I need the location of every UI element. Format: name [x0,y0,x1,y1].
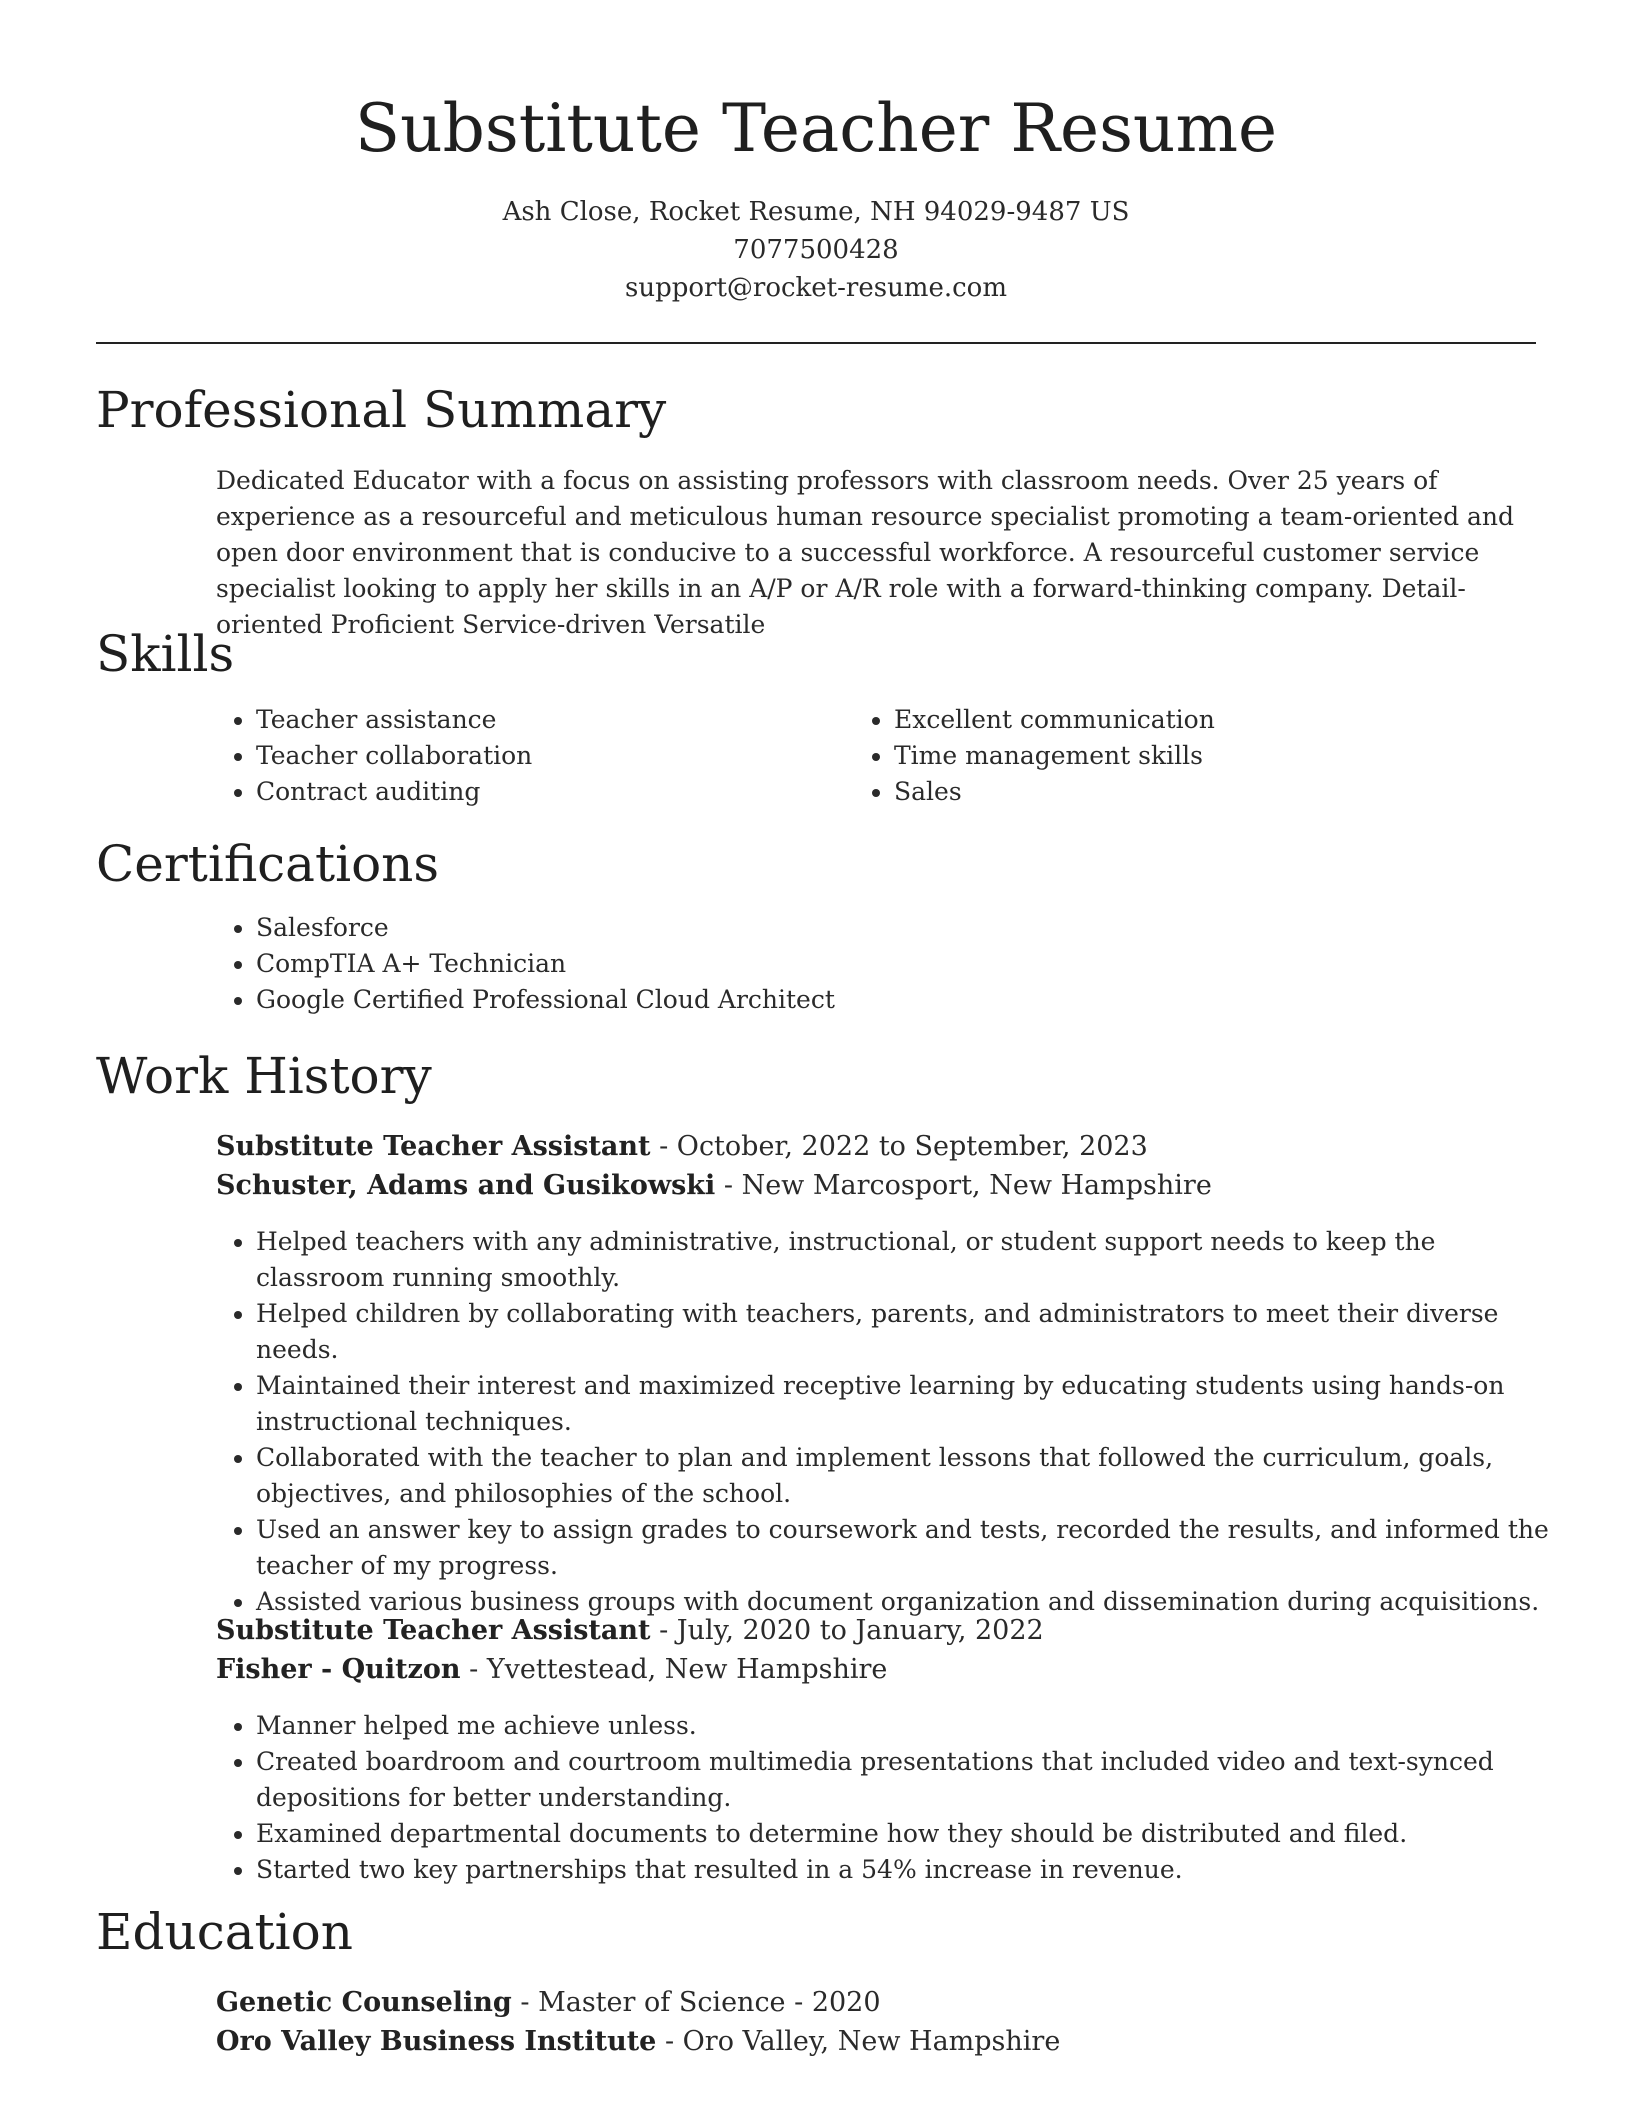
education-heading: Education [96,1903,353,1961]
company-location: - New Marcosport, New Hampshire [715,1170,1212,1201]
email: support@rocket-resume.com [624,273,1007,303]
work-history-heading: Work History [96,1047,432,1105]
job-dates: - October, 2022 to September, 2023 [650,1131,1148,1162]
header-divider [96,342,1536,344]
list-item: • Teacher collaboration [256,738,856,774]
education-entry [216,1983,1536,2061]
list-item: • Collaborated with the teacher to plan and implement lessons that followed the curriculum, goals, objectives, and philosophies of the school. [256,1440,1556,1512]
list-item: • Salesforce [256,910,1556,946]
list-item: • Teacher assistance [256,702,856,738]
list-item: • Sales [894,774,1534,810]
summary-text: Dedicated Educator with a focus on assisting professors with classroom needs. Over 25 years of experience as a resourceful and meticulous human resource specialist promoting a team-oriented and open door environment that is conducive to a successful workforce. A resourceful customer service specialist looking to apply her skills in an A/P or A/R role with a forward-thinking company. Detail-oriented Proficient Service-driven Versatile [216,466,1515,639]
degree-year: - Master of Science - 2020 [511,1987,881,2018]
job-header [216,1127,1536,1205]
job-header [216,1611,1536,1689]
field-of-study: Genetic Counseling [216,1987,512,2018]
list-item: • Google Certified Professional Cloud Architect [256,982,1556,1018]
address: Ash Close, Rocket Resume, NH 94029-9487 US [502,197,1130,227]
contact-block [0,193,1632,307]
list-item: • Excellent communication [894,702,1534,738]
certifications-list [212,910,1556,1018]
school-location: - Oro Valley, New Hampshire [656,2026,1061,2057]
company-name: Schuster, Adams and Gusikowski [216,1170,716,1201]
list-item: • Examined departmental documents to determine how they should be distributed and filed. [256,1816,1556,1852]
list-item: • CompTIA A+ Technician [256,946,1556,982]
job-title: Substitute Teacher Assistant [216,1615,651,1646]
list-item: • Created boardroom and courtroom multimedia presentations that included video and text-synced depositions for better understanding. [256,1744,1556,1816]
job-dates: - July, 2020 to January, 2022 [650,1615,1044,1646]
list-item: • Helped teachers with any administrative, instructional, or student support needs to keep the classroom running smoothly. [256,1224,1556,1296]
list-item: • Contract auditing [256,774,856,810]
list-item: • Time management skills [894,738,1534,774]
list-item: • Used an answer key to assign grades to coursework and tests, recorded the results, and informed the teacher of my progress. [256,1512,1556,1584]
skills-list-right [850,702,1534,810]
company-location: - Yvettestead, New Hampshire [460,1654,888,1685]
list-item: • Assisted various business groups with document organization and dissemination during acquisitions. [256,1584,1556,1620]
list-item: • Maintained their interest and maximized receptive learning by educating students using hands-on instructional techniques. [256,1368,1556,1440]
resume-title: Substitute Teacher Resume [354,90,1278,167]
certifications-heading: Certifications [96,835,440,893]
job-title: Substitute Teacher Assistant [216,1131,651,1162]
job-bullets [212,1708,1556,1888]
school-name: Oro Valley Business Institute [216,2026,657,2057]
company-name: Fisher - Quitzon [216,1654,461,1685]
summary-heading: Professional Summary [96,381,667,439]
list-item: • Manner helped me achieve unless. [256,1708,1556,1744]
skills-heading: Skills [96,625,235,683]
list-item: • Started two key partnerships that resulted in a 54% increase in revenue. [256,1852,1556,1888]
phone: 7077500428 [733,235,899,265]
job-bullets [212,1224,1556,1620]
skills-list-left [212,702,856,810]
list-item: • Helped children by collaborating with teachers, parents, and administrators to meet their diverse needs. [256,1296,1556,1368]
